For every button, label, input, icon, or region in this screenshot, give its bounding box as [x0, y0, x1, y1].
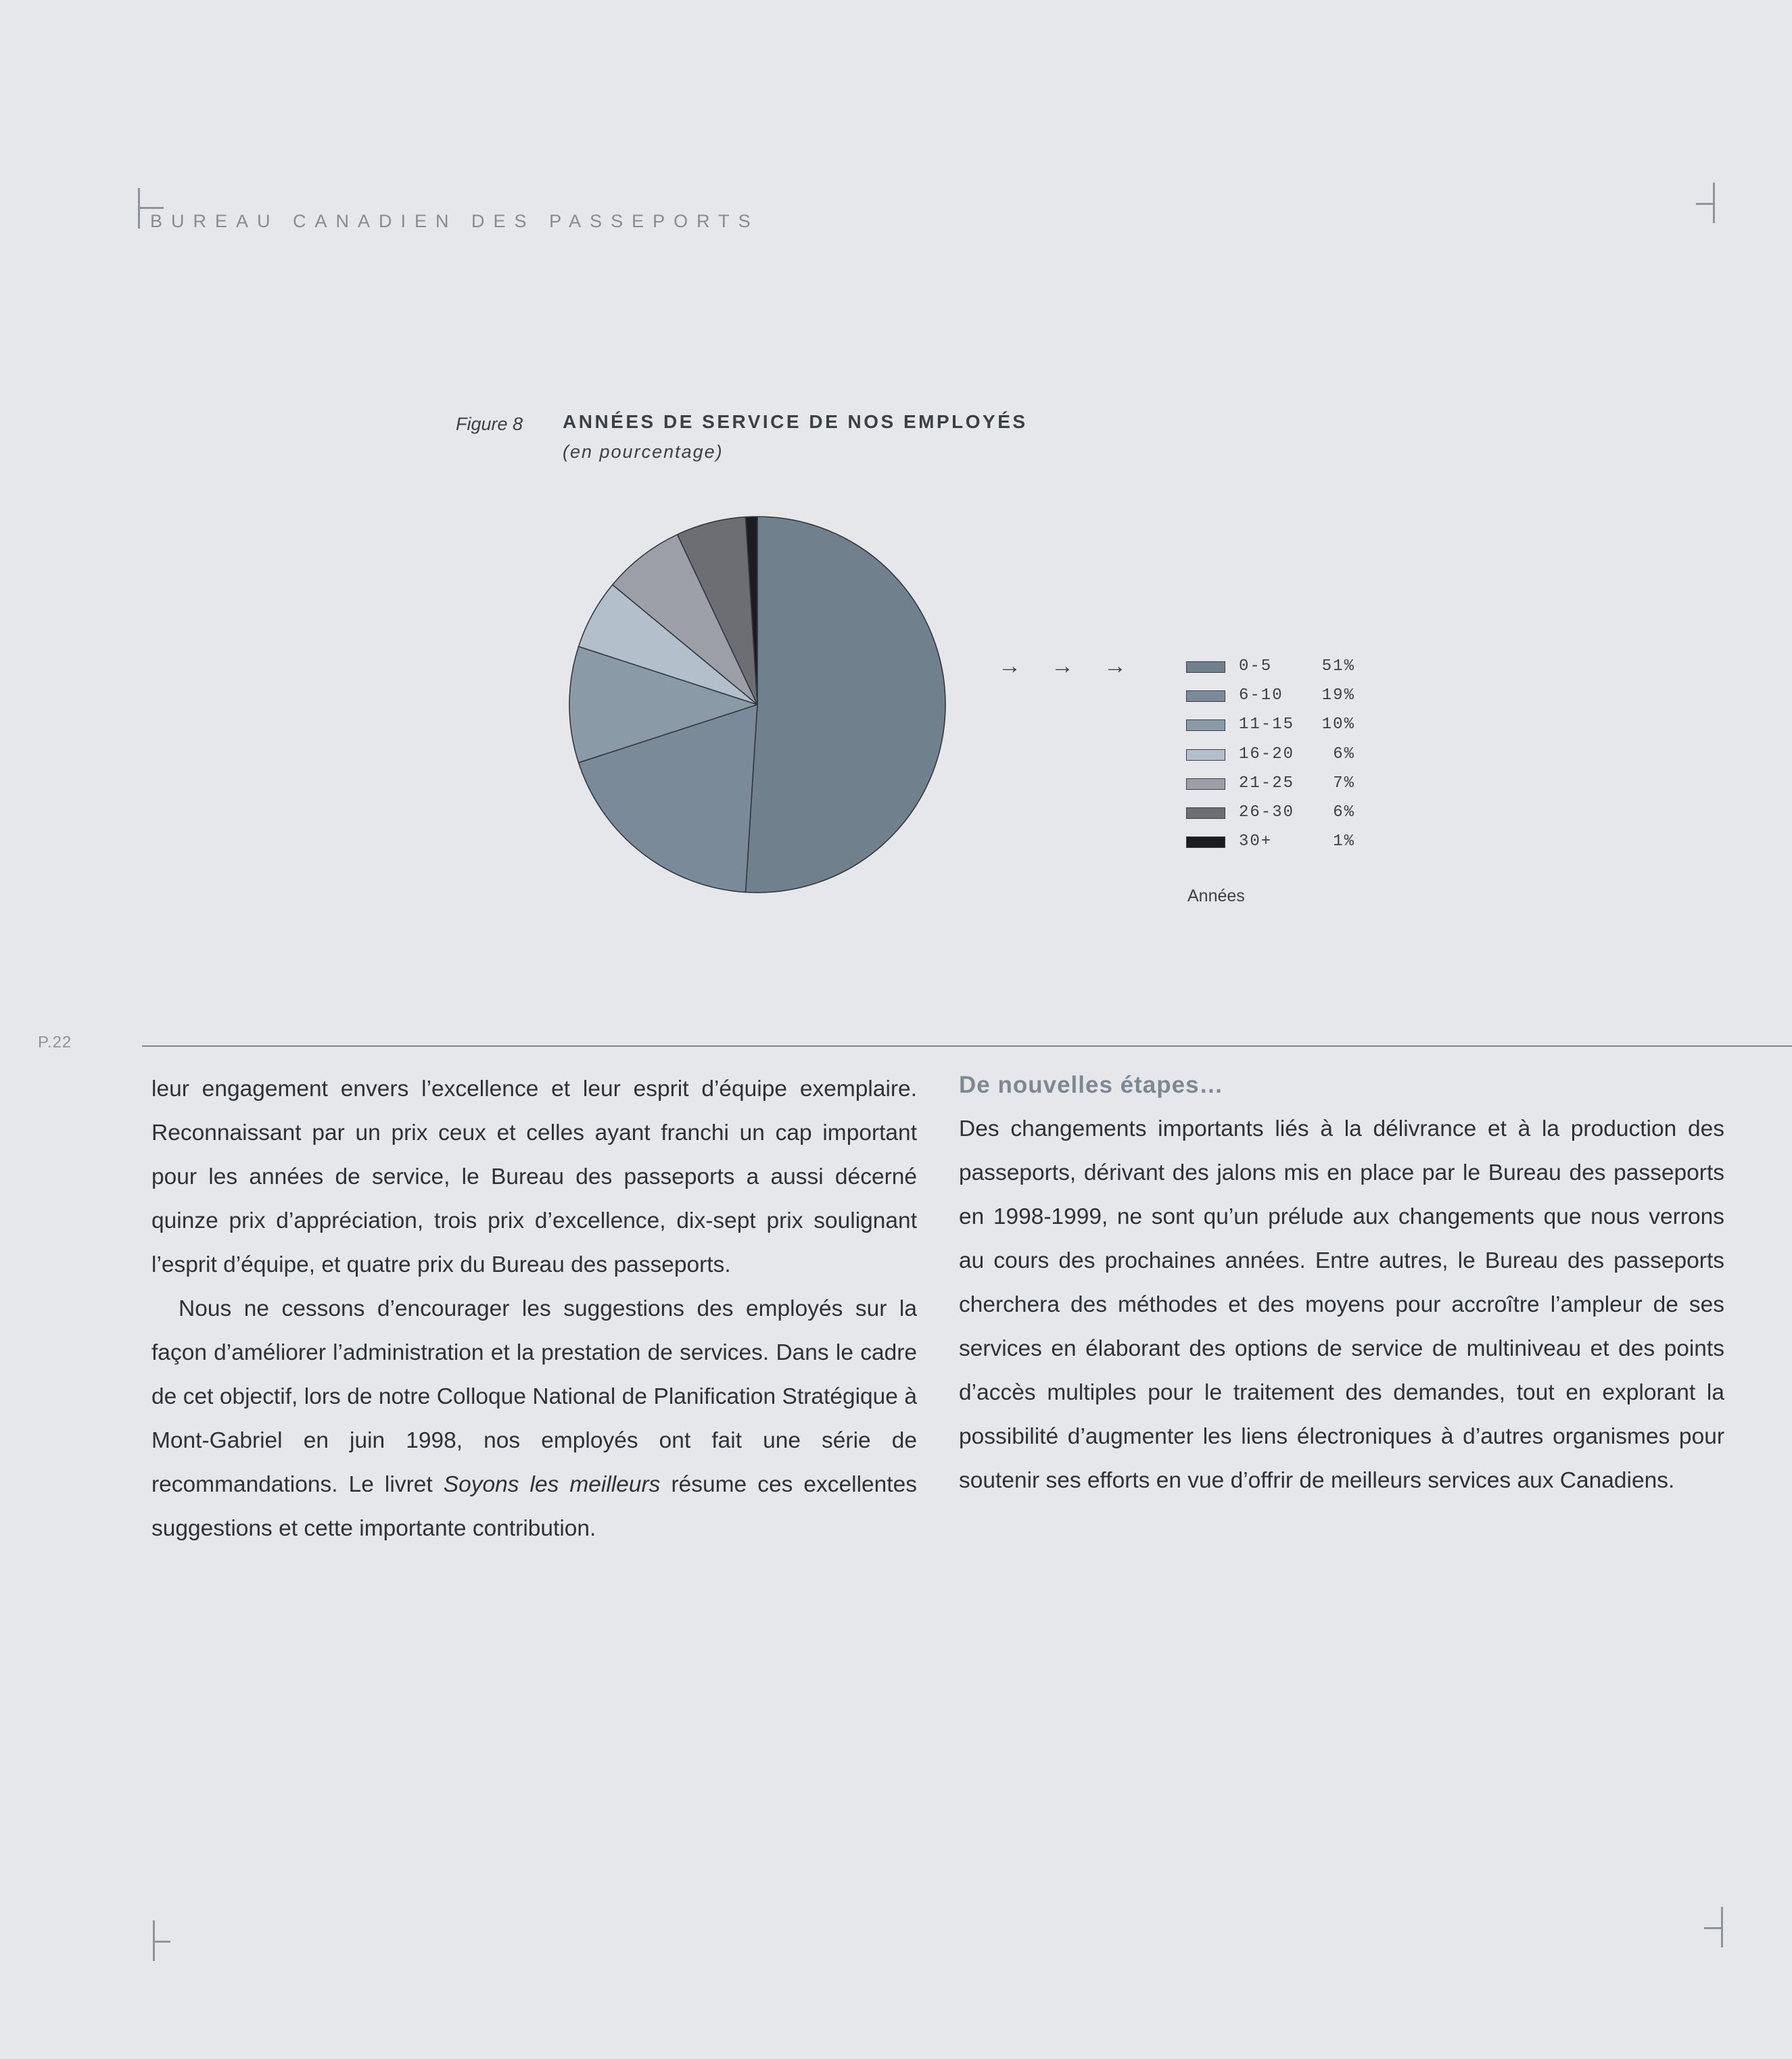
booklet-title: Soyons les meilleurs: [443, 1472, 661, 1497]
legend-value: 7%: [1333, 774, 1355, 792]
legend-item-21-25: [1186, 774, 1355, 803]
horizontal-divider: [142, 1045, 1792, 1047]
legend-swatch: [1186, 836, 1225, 848]
chart-legend: [1186, 657, 1355, 861]
legend-value: 51%: [1321, 657, 1355, 676]
legend-label: 21-25: [1239, 774, 1295, 792]
page-number: P.22: [38, 1033, 72, 1051]
left-column: [151, 1067, 917, 1551]
figure-subtitle: (en pourcentage): [563, 442, 724, 462]
legend-value: 6%: [1333, 803, 1355, 822]
arrow-icon: →: [1051, 653, 1074, 679]
crop-mark-bottom-left-horizontal: [153, 1941, 170, 1943]
legend-item-26-30: [1186, 803, 1355, 832]
figure-label: Figure 8: [456, 414, 523, 434]
legend-label: 30+: [1239, 832, 1273, 851]
legend-swatch: [1186, 749, 1225, 761]
right-column: [959, 1065, 1724, 1502]
arrow-icon: →: [1104, 653, 1127, 679]
pie-slice-0-5: [746, 517, 945, 893]
legend-item-6-10: [1186, 686, 1355, 715]
legend-swatch: [1186, 778, 1225, 790]
legend-label: 26-30: [1239, 803, 1295, 822]
legend-item-11-15: [1186, 715, 1355, 744]
body-paragraph-2: [151, 1287, 917, 1551]
legend-label: 0-5: [1239, 657, 1273, 676]
arrow-icon: →: [998, 653, 1021, 679]
figure-title: ANNÉES DE SERVICE DE NOS EMPLOYÉS: [563, 411, 1028, 432]
legend-swatch: [1186, 807, 1225, 819]
legend-swatch: [1186, 719, 1225, 731]
legend-item-16-20: [1186, 745, 1355, 774]
legend-item-0-5: [1186, 657, 1355, 686]
legend-label: 11-15: [1239, 715, 1295, 734]
legend-title: Années: [1187, 886, 1245, 905]
paragraph-2-text-start: Nous ne cessons d’encourager les suggestions des employés sur la façon d’améliorer l’administration et la prestation de services. Dans le cadre de cet objectif, lors de notre Colloque National de Planification Stratégique à Mont-Gabriel en juin 1998, nos employés ont fait une série de recommandations. Le livret: [151, 1296, 917, 1497]
legend-value: 10%: [1321, 715, 1355, 734]
running-header: BUREAU CANADIEN DES PASSEPORTS: [150, 211, 759, 231]
legend-swatch: [1186, 690, 1225, 702]
legend-item-30+: [1186, 832, 1355, 861]
pointer-arrows: [998, 653, 1156, 680]
legend-value: 19%: [1321, 686, 1355, 705]
paragraph-2-text-end: résume ces excellentes suggestions et cette importante contribution.: [151, 1472, 917, 1541]
legend-swatch: [1186, 661, 1225, 673]
legend-value: 1%: [1333, 832, 1355, 851]
pie-chart: [0, 0, 960, 920]
crop-mark-bottom-right-horizontal: [1704, 1927, 1723, 1929]
section-paragraph: Des changements importants liés à la délivrance et à la production des passeports, dérivant des jalons mis en place par le Bureau des passeports en 1998-1999, ne sont qu’un prélude aux changements que nous verrons au cours des prochaines années. Entre autres, le Bureau des passeports cherchera des méthodes et des moyens pour accroître l’ampleur de ses services en élaborant des options de service de multiniveau et des points d’accès multiples pour le traitement des demandes, tout en explorant la possibilité d’augmenter les liens électroniques à d’autres organismes pour soutenir ses efforts en vue d’offrir de meilleurs services aux Canadiens.: [959, 1116, 1724, 1493]
body-paragraph-1: leur engagement envers l’excellence et leur esprit d’équipe exemplaire. Reconnaissant par un prix ceux et celles ayant franchi un cap important pour les années de service, le Bureau des passeports a aussi décerné quinze prix d’appréciation, trois prix d’excellence, dix-sept prix soulignant l’esprit d’équipe, et quatre prix du Bureau des passeports.: [151, 1076, 917, 1277]
crop-mark-top-right-horizontal: [1696, 203, 1715, 205]
legend-label: 16-20: [1239, 744, 1295, 763]
legend-label: 6-10: [1239, 686, 1283, 705]
section-heading: De nouvelles étapes…: [959, 1072, 1224, 1098]
legend-value: 6%: [1333, 744, 1355, 763]
